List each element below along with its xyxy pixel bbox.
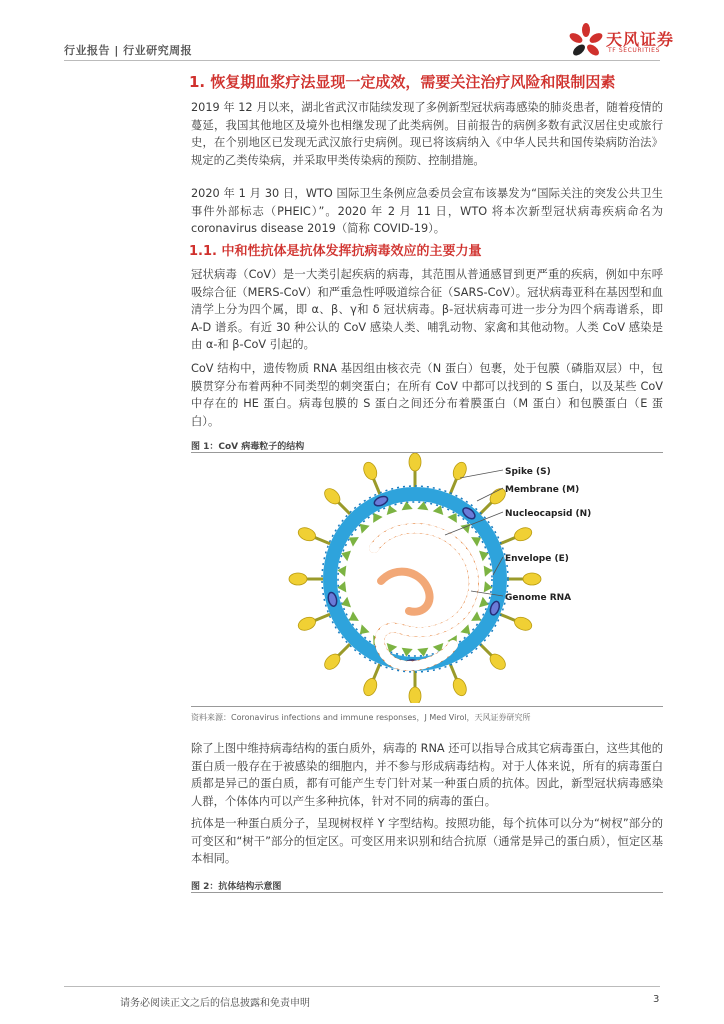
spike-head xyxy=(523,573,541,585)
spike-head xyxy=(409,453,421,471)
body-paragraph-4: 抗体是一种蛋白质分子，呈现树杈样 Y 字型结构。按照功能，每个抗体可以分为“树杈”部分的可变区和“树干”部分的恒定区。可变区用来识别和结合抗原（通常是异己的蛋白质），恒定区基本相同。 xyxy=(191,817,663,865)
section-paragraph-2: 2020 年 1 月 30 日，WTO 国际卫生条例应急委员会宣布该暴发为“国际关注的突发公共卫生事件外部标志（PHEIC）”。2020 年 2 月 11 日，WTO 将本次新型冠状病毒疾病命名为 coronavirus disease 2019（简称 COVID-19）。 xyxy=(191,187,663,235)
spike-head xyxy=(451,460,469,481)
logo-name: 天风证券 xyxy=(606,30,675,49)
subsection-heading: 1.1. 中和性抗体是抗体发挥抗病毒效应的主要力量 xyxy=(189,244,482,259)
spike-head xyxy=(361,676,379,697)
m-protein xyxy=(484,566,493,577)
spike-head xyxy=(512,615,533,633)
m-protein xyxy=(373,513,382,523)
m-protein xyxy=(447,513,456,523)
label-spike: Spike (S) xyxy=(505,467,551,477)
m-protein xyxy=(387,505,398,515)
m-protein xyxy=(471,537,481,546)
m-protein xyxy=(341,551,351,562)
m-protein xyxy=(341,597,351,608)
brand-logo xyxy=(566,22,706,62)
spike-head xyxy=(296,615,317,633)
m-protein xyxy=(433,505,444,515)
label-nucleocapsid: Nucleocapsid (N) xyxy=(505,509,592,519)
label-genome-rna: Genome RNA xyxy=(505,593,572,603)
section-heading: 1. 恢复期血浆疗法显现一定成效，需要关注治疗风险和限制因素 xyxy=(189,73,616,91)
spike-head xyxy=(512,525,533,543)
m-protein xyxy=(460,624,470,634)
figure-1-bottom-rule xyxy=(191,706,663,707)
spike-head xyxy=(296,525,317,543)
logo-english: TF SECURITIES xyxy=(608,47,660,54)
m-protein xyxy=(360,524,370,534)
figure-2-top-rule xyxy=(191,892,663,893)
virion-diagram xyxy=(191,453,663,703)
figure-2-title: 图 2：抗体结构示意图 xyxy=(191,882,282,892)
spike-head xyxy=(451,676,469,697)
header-breadcrumb: 行业报告 | 行业研究周报 xyxy=(64,44,193,57)
label-envelope: Envelope (E) xyxy=(505,554,569,564)
subsection-paragraph-2: CoV 结构中，遗传物质 RNA 基因组由核衣壳（N 蛋白）包裹，处于包膜（磷脂双层）中，包膜贯穿分布着两种不同类型的刺突蛋白；在所有 CoV 中都可以找到的 S 蛋白，以及某些 CoV 中存在的 HE 蛋白。病毒包膜的 S 蛋白之间还分布着膜蛋白（M 蛋白）和包膜蛋白（E 蛋白）。 xyxy=(191,362,663,428)
m-protein xyxy=(479,551,489,562)
section-paragraph-1: 2019 年 12 月以来，湖北省武汉市陆续发现了多例新型冠状病毒感染的肺炎患者，随着疫情的蔓延，我国其他地区及境外也相继发现了此类病例。目前报告的病例多数有武汉居住史或旅行史，在个别地区已发现无武汉旅行史病例。现已将该病纳入《中华人民共和国传染病防治法》规定的乙类传染病，并采取甲类传染病的预防、控制措施。 xyxy=(191,101,663,167)
figure-1-source: 资料来源：Coronavirus infections and immune responses，J Med Virol，天风证券研究所 xyxy=(191,713,531,722)
rna-light-segment xyxy=(381,572,430,612)
footer-divider xyxy=(64,986,660,987)
m-protein xyxy=(484,581,493,592)
footer-disclaimer: 请务必阅读正文之后的信息披露和免责申明 xyxy=(120,998,310,1009)
m-protein xyxy=(360,624,370,634)
page-number: 3 xyxy=(653,994,660,1005)
label-membrane: Membrane (M) xyxy=(505,485,580,495)
header-divider xyxy=(64,60,660,61)
m-protein xyxy=(349,537,359,546)
subsection-paragraph-1: 冠状病毒（CoV）是一大类引起疾病的病毒，其范围从普通感冒到更严重的疾病，例如中东呼吸综合征（MERS-CoV）和严重急性呼吸道综合征（SARS-CoV）。冠状病毒亚科在基因型和血清学上分为四个属，即 α、β、γ和 δ 冠状病毒。β-冠状病毒可进一步分为四个病毒谱系，即 A-D 谱系。有近 30 种公认的 CoV 感染人类、哺乳动物、家禽和其他动物。人类 CoV 感染是由 α-和 β-CoV 引起的。 xyxy=(191,268,663,351)
spike-head xyxy=(289,573,307,585)
body-paragraph-3: 除了上图中维持病毒结构的蛋白质外，病毒的 RNA 还可以指导合成其它病毒蛋白，这些其他的蛋白质一般存在于被感染的细胞内，并不参与形成病毒结构。对于人体来说，所有的病毒蛋白质都是异己的蛋白质，都有可能产生专门针对某一种蛋白质的抗体。因此，新型冠状病毒感染人群，个体体内可以产生多种抗体，针对不同的病毒的蛋白。 xyxy=(191,742,663,808)
m-protein xyxy=(471,611,481,620)
figure-1-title: 图 1：CoV 病毒粒子的结构 xyxy=(191,442,305,452)
m-protein xyxy=(479,597,489,608)
m-protein xyxy=(402,501,413,510)
spike-head xyxy=(409,687,421,703)
logo-petal-icon xyxy=(566,22,606,62)
spike-head xyxy=(361,460,379,481)
m-protein xyxy=(349,611,359,620)
